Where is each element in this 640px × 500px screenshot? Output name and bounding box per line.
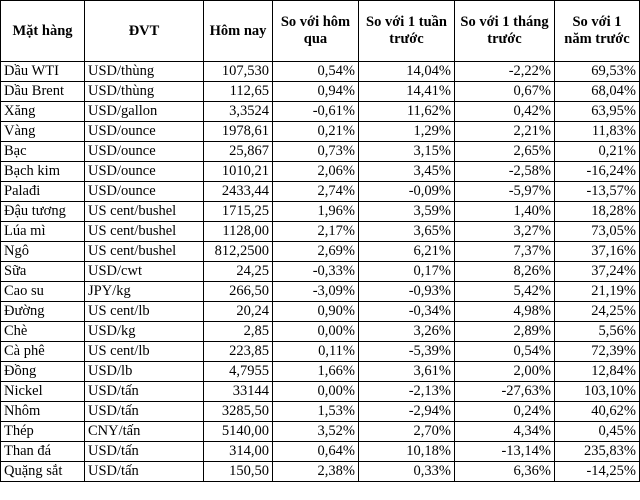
cell-unit: USD/kg: [85, 322, 204, 342]
cell-vs-month: -5,97%: [455, 182, 555, 202]
cell-today: 3,3524: [204, 102, 273, 122]
cell-item: Sữa: [1, 262, 85, 282]
table-row: [1, 202, 640, 222]
cell-vs-yesterday: 1,53%: [273, 402, 359, 422]
cell-today: 24,25: [204, 262, 273, 282]
cell-vs-year: -14,25%: [555, 462, 640, 482]
cell-vs-week: -5,39%: [359, 342, 455, 362]
cell-item: Ngô: [1, 242, 85, 262]
cell-unit: US cent/lb: [85, 302, 204, 322]
cell-today: 25,867: [204, 142, 273, 162]
cell-unit: USD/cwt: [85, 262, 204, 282]
table-row: [1, 122, 640, 142]
cell-today: 3285,50: [204, 402, 273, 422]
cell-vs-month: 0,24%: [455, 402, 555, 422]
cell-today: 1715,25: [204, 202, 273, 222]
table-row: [1, 62, 640, 82]
cell-item: Lúa mì: [1, 222, 85, 242]
cell-vs-yesterday: 2,17%: [273, 222, 359, 242]
cell-vs-month: -27,63%: [455, 382, 555, 402]
table-row: [1, 362, 640, 382]
cell-unit: USD/ounce: [85, 142, 204, 162]
cell-vs-month: 2,89%: [455, 322, 555, 342]
cell-today: 2433,44: [204, 182, 273, 202]
table-row: [1, 402, 640, 422]
cell-vs-year: 72,39%: [555, 342, 640, 362]
cell-vs-week: -2,13%: [359, 382, 455, 402]
cell-vs-yesterday: 0,00%: [273, 382, 359, 402]
cell-vs-month: 0,67%: [455, 82, 555, 102]
cell-vs-week: 3,26%: [359, 322, 455, 342]
cell-unit: USD/lb: [85, 362, 204, 382]
table-row: [1, 222, 640, 242]
cell-item: Vàng: [1, 122, 85, 142]
cell-item: Nickel: [1, 382, 85, 402]
cell-vs-year: 24,25%: [555, 302, 640, 322]
cell-item: Cà phê: [1, 342, 85, 362]
cell-today: 266,50: [204, 282, 273, 302]
cell-vs-yesterday: 1,96%: [273, 202, 359, 222]
cell-vs-week: 0,17%: [359, 262, 455, 282]
cell-unit: US cent/lb: [85, 342, 204, 362]
cell-vs-year: 37,16%: [555, 242, 640, 262]
cell-vs-year: 73,05%: [555, 222, 640, 242]
table-row: [1, 162, 640, 182]
cell-vs-month: 2,00%: [455, 362, 555, 382]
cell-unit: USD/ounce: [85, 182, 204, 202]
cell-vs-yesterday: 0,90%: [273, 302, 359, 322]
table-row: [1, 282, 640, 302]
header-row: [1, 1, 640, 62]
cell-vs-week: -0,09%: [359, 182, 455, 202]
cell-vs-yesterday: 0,00%: [273, 322, 359, 342]
cell-vs-week: 14,04%: [359, 62, 455, 82]
table-row: [1, 262, 640, 282]
header-vs-year: So với 1 năm trước: [555, 1, 640, 62]
cell-vs-month: 2,21%: [455, 122, 555, 142]
cell-unit: US cent/bushel: [85, 222, 204, 242]
cell-vs-week: -2,94%: [359, 402, 455, 422]
cell-vs-year: 18,28%: [555, 202, 640, 222]
cell-vs-month: -13,14%: [455, 442, 555, 462]
cell-vs-year: 0,21%: [555, 142, 640, 162]
cell-vs-month: 2,65%: [455, 142, 555, 162]
cell-vs-month: 0,42%: [455, 102, 555, 122]
cell-vs-yesterday: 2,69%: [273, 242, 359, 262]
cell-item: Đường: [1, 302, 85, 322]
cell-vs-yesterday: -3,09%: [273, 282, 359, 302]
cell-vs-yesterday: 0,94%: [273, 82, 359, 102]
cell-item: Nhôm: [1, 402, 85, 422]
header-today: Hôm nay: [204, 1, 273, 62]
cell-vs-year: 103,10%: [555, 382, 640, 402]
cell-item: Đồng: [1, 362, 85, 382]
cell-vs-yesterday: 2,74%: [273, 182, 359, 202]
table-row: [1, 102, 640, 122]
cell-vs-week: 10,18%: [359, 442, 455, 462]
cell-item: Dầu Brent: [1, 82, 85, 102]
cell-vs-year: 68,04%: [555, 82, 640, 102]
cell-vs-year: 0,45%: [555, 422, 640, 442]
cell-unit: US cent/bushel: [85, 242, 204, 262]
cell-vs-week: -0,34%: [359, 302, 455, 322]
cell-unit: USD/gallon: [85, 102, 204, 122]
cell-vs-yesterday: 3,52%: [273, 422, 359, 442]
cell-vs-week: 3,61%: [359, 362, 455, 382]
cell-vs-month: 3,27%: [455, 222, 555, 242]
table-row: [1, 342, 640, 362]
header-item: Mặt hàng: [1, 1, 85, 62]
cell-item: Xăng: [1, 102, 85, 122]
cell-vs-year: -16,24%: [555, 162, 640, 182]
cell-today: 150,50: [204, 462, 273, 482]
cell-vs-year: 5,56%: [555, 322, 640, 342]
cell-vs-year: 12,84%: [555, 362, 640, 382]
header-vs-week: So với 1 tuần trước: [359, 1, 455, 62]
cell-unit: CNY/tấn: [85, 422, 204, 442]
table-header: [1, 1, 640, 62]
cell-vs-year: 21,19%: [555, 282, 640, 302]
cell-today: 107,530: [204, 62, 273, 82]
cell-vs-year: -13,57%: [555, 182, 640, 202]
cell-vs-yesterday: 2,06%: [273, 162, 359, 182]
cell-unit: US cent/bushel: [85, 202, 204, 222]
cell-today: 4,7955: [204, 362, 273, 382]
cell-today: 1010,21: [204, 162, 273, 182]
cell-unit: USD/tấn: [85, 402, 204, 422]
cell-vs-month: 7,37%: [455, 242, 555, 262]
cell-unit: USD/tấn: [85, 462, 204, 482]
cell-vs-week: 1,29%: [359, 122, 455, 142]
cell-vs-week: 6,21%: [359, 242, 455, 262]
cell-vs-week: 3,65%: [359, 222, 455, 242]
cell-unit: USD/tấn: [85, 382, 204, 402]
cell-item: Dầu WTI: [1, 62, 85, 82]
cell-item: Palađi: [1, 182, 85, 202]
table-row: [1, 182, 640, 202]
cell-unit: USD/thùng: [85, 62, 204, 82]
cell-unit: USD/tấn: [85, 442, 204, 462]
cell-today: 2,85: [204, 322, 273, 342]
table-row: [1, 462, 640, 482]
cell-vs-week: -0,93%: [359, 282, 455, 302]
cell-vs-year: 11,83%: [555, 122, 640, 142]
table-row: [1, 242, 640, 262]
cell-item: Cao su: [1, 282, 85, 302]
cell-vs-month: 8,26%: [455, 262, 555, 282]
cell-vs-week: 3,45%: [359, 162, 455, 182]
cell-vs-week: 2,70%: [359, 422, 455, 442]
cell-unit: JPY/kg: [85, 282, 204, 302]
cell-vs-week: 3,59%: [359, 202, 455, 222]
cell-vs-year: 63,95%: [555, 102, 640, 122]
cell-vs-year: 40,62%: [555, 402, 640, 422]
cell-vs-yesterday: 0,11%: [273, 342, 359, 362]
cell-vs-yesterday: 0,73%: [273, 142, 359, 162]
header-unit: ĐVT: [85, 1, 204, 62]
cell-vs-month: -2,22%: [455, 62, 555, 82]
cell-item: Bạch kim: [1, 162, 85, 182]
cell-vs-yesterday: 0,21%: [273, 122, 359, 142]
cell-today: 1978,61: [204, 122, 273, 142]
cell-vs-yesterday: 1,66%: [273, 362, 359, 382]
cell-vs-year: 235,83%: [555, 442, 640, 462]
cell-vs-year: 69,53%: [555, 62, 640, 82]
cell-item: Bạc: [1, 142, 85, 162]
cell-item: Đậu tương: [1, 202, 85, 222]
cell-unit: USD/thùng: [85, 82, 204, 102]
cell-today: 20,24: [204, 302, 273, 322]
table-row: [1, 142, 640, 162]
cell-today: 33144: [204, 382, 273, 402]
cell-today: 314,00: [204, 442, 273, 462]
cell-vs-month: 1,40%: [455, 202, 555, 222]
cell-vs-week: 11,62%: [359, 102, 455, 122]
table-row: [1, 322, 640, 342]
cell-vs-month: 6,36%: [455, 462, 555, 482]
table-row: [1, 302, 640, 322]
cell-item: Quặng sắt: [1, 462, 85, 482]
cell-item: Than đá: [1, 442, 85, 462]
cell-vs-yesterday: -0,33%: [273, 262, 359, 282]
cell-unit: USD/ounce: [85, 122, 204, 142]
cell-vs-week: 3,15%: [359, 142, 455, 162]
cell-unit: USD/ounce: [85, 162, 204, 182]
cell-vs-month: 5,42%: [455, 282, 555, 302]
cell-vs-month: -2,58%: [455, 162, 555, 182]
cell-vs-month: 0,54%: [455, 342, 555, 362]
cell-today: 1128,00: [204, 222, 273, 242]
cell-vs-yesterday: -0,61%: [273, 102, 359, 122]
cell-today: 112,65: [204, 82, 273, 102]
cell-today: 5140,00: [204, 422, 273, 442]
cell-vs-yesterday: 0,54%: [273, 62, 359, 82]
table-row: [1, 82, 640, 102]
table-row: [1, 422, 640, 442]
table-body: [1, 62, 640, 482]
cell-vs-yesterday: 2,38%: [273, 462, 359, 482]
header-vs-month: So với 1 tháng trước: [455, 1, 555, 62]
cell-today: 812,2500: [204, 242, 273, 262]
cell-vs-month: 4,34%: [455, 422, 555, 442]
cell-vs-year: 37,24%: [555, 262, 640, 282]
cell-vs-week: 14,41%: [359, 82, 455, 102]
cell-today: 223,85: [204, 342, 273, 362]
table-row: [1, 382, 640, 402]
cell-item: Chè: [1, 322, 85, 342]
cell-vs-month: 4,98%: [455, 302, 555, 322]
table-row: [1, 442, 640, 462]
cell-vs-week: 0,33%: [359, 462, 455, 482]
cell-vs-yesterday: 0,64%: [273, 442, 359, 462]
header-vs-yesterday: So với hôm qua: [273, 1, 359, 62]
cell-item: Thép: [1, 422, 85, 442]
